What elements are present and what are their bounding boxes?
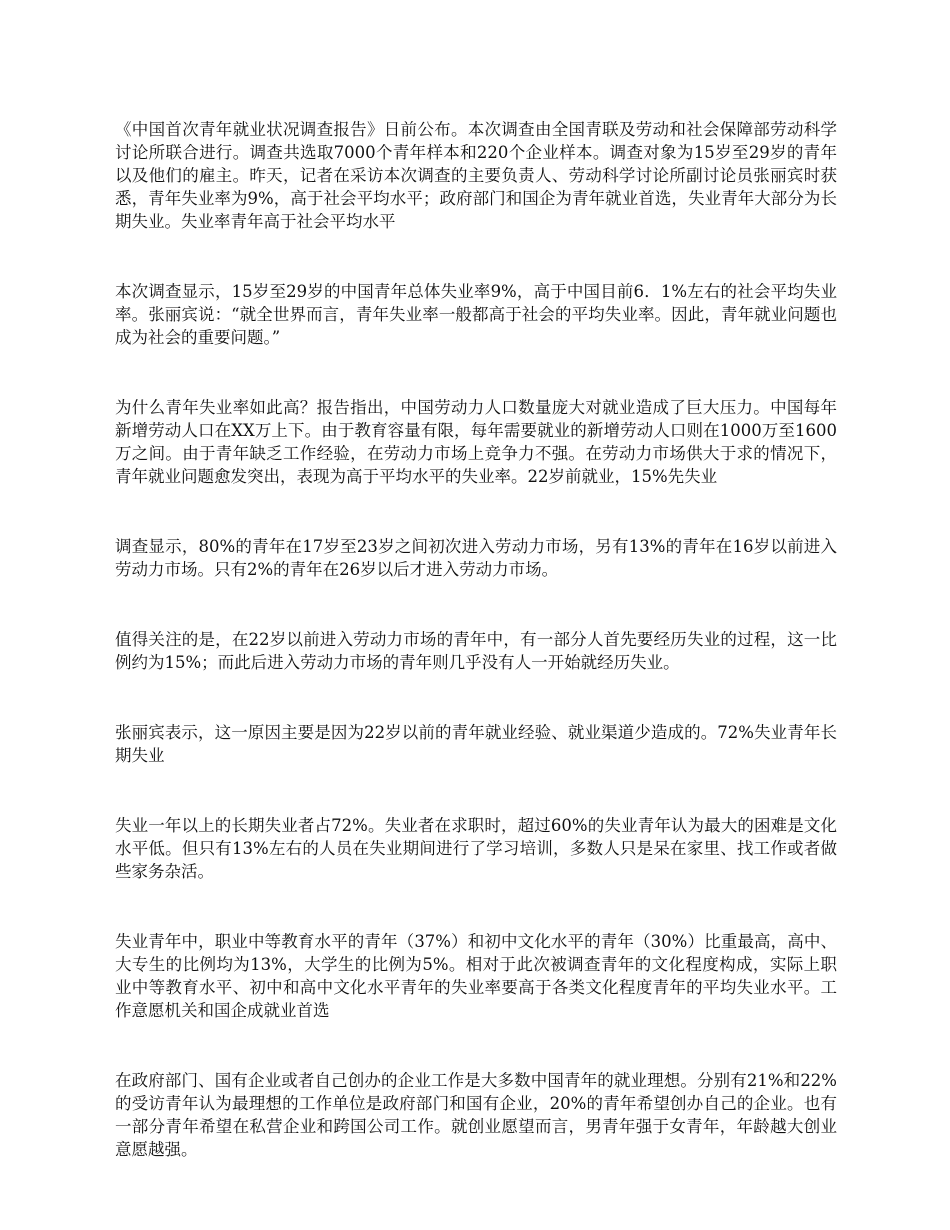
document-body [115,118,837,1208]
paragraph-4: 调查显示，80%的青年在17岁至23岁之间初次进入劳动力市场，另有13%的青年在16岁以前进入劳动力市场。只有2%的青年在26岁以后才进入劳动力市场。 [115,537,837,579]
paragraph-1: 《中国首次青年就业状况调查报告》日前公布。本次调查由全国青联及劳动和社会保障部劳动科学讨论所联合进行。调查共选取7000个青年样本和220个企业样本。调查对象为15岁至29岁的青年以及他们的雇主。昨天，记者在采访本次调查的主要负责人、劳动科学讨论所副讨论员张丽宾时获悉，青年失业率为9%，高于社会平均水平；政府部门和国企为青年就业首选，失业青年大部分为长期失业。失业率青年高于社会平均水平 [115,120,837,231]
paragraph-5: 值得关注的是，在22岁以前进入劳动力市场的青年中，有一部分人首先要经历失业的过程，这一比例约为15%；而此后进入劳动力市场的青年则几乎没有人一开始就经历失业。 [115,630,837,672]
paragraph-3: 为什么青年失业率如此高？报告指出，中国劳动力人口数量庞大对就业造成了巨大压力。中国每年新增劳动人口在XX万上下。由于教育容量有限，每年需要就业的新增劳动人口则在1000万至1600万之间。由于青年缺乏工作经验，在劳动力市场上竞争力不强。在劳动力市场供大于求的情况下，青年就业问题愈发突出，表现为高于平均水平的失业率。22岁前就业，15%先失业 [115,398,837,486]
paragraph-8: 失业青年中，职业中等教育水平的青年（37%）和初中文化水平的青年（30%）比重最高，高中、大专生的比例均为13%，大学生的比例为5%。相对于此次被调查青年的文化程度构成，实际上职业中等教育水平、初中和高中文化水平青年的失业率要高于各类文化程度青年的平均失业水平。工作意愿机关和国企成就业首选 [115,932,837,1020]
paragraph-2: 本次调查显示，15岁至29岁的中国青年总体失业率9%，高于中国目前6．1%左右的社会平均失业率。张丽宾说：“就全世界而言，青年失业率一般都高于社会的平均失业率。因此，青年就业问题也成为社会的重要问题。” [115,282,837,347]
paragraph-9: 在政府部门、国有企业或者自己创办的企业工作是大多数中国青年的就业理想。分别有21%和22%的受访青年认为最理想的工作单位是政府部门和国有企业，20%的青年希望创办自己的企业。也有一部分青年希望在私营企业和跨国公司工作。就创业愿望而言，男青年强于女青年，年龄越大创业意愿越强。 [115,1071,837,1159]
paragraph-7: 失业一年以上的长期失业者占72%。失业者在求职时，超过60%的失业青年认为最大的困难是文化水平低。但只有13%左右的人员在失业期间进行了学习培训，多数人只是呆在家里、找工作或者做些家务杂活。 [115,816,837,881]
paragraph-6: 张丽宾表示，这一原因主要是因为22岁以前的青年就业经验、就业渠道少造成的。72%失业青年长期失业 [115,723,837,765]
